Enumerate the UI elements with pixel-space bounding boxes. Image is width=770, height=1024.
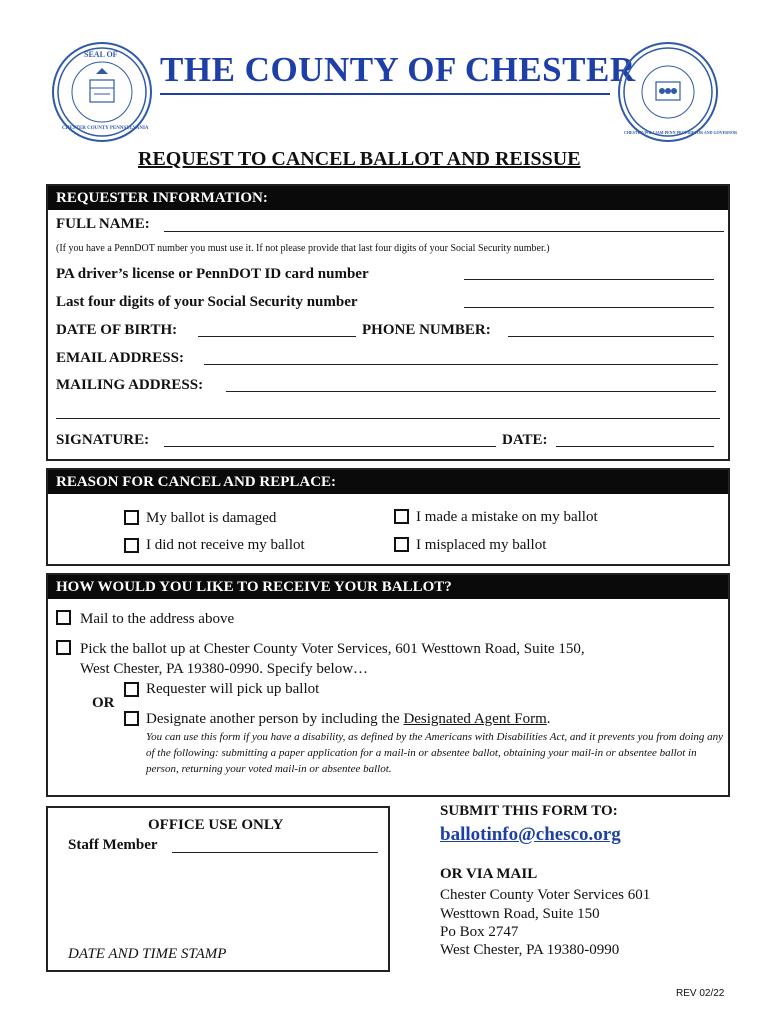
designate-prefix: Designate another person by including the: [146, 711, 404, 727]
receive-section: [46, 573, 730, 797]
phone-field[interactable]: [508, 336, 714, 337]
requester-section: [46, 184, 730, 461]
via-mail-heading: OR VIA MAIL: [440, 866, 538, 882]
office-use-box: [46, 806, 390, 972]
mail-address-line-1: Chester County Voter Services 601: [440, 887, 651, 903]
signature-label: SIGNATURE:: [56, 432, 150, 448]
full-name-field[interactable]: [164, 231, 724, 232]
county-seal-right: [618, 42, 738, 142]
pickup-label-line2: West Chester, PA 19380-0990. Specify below…: [80, 661, 369, 677]
seal-right-text: CHESTER-WILLIAM PENN PROPRIETOR AND GOVERNOR: [624, 130, 738, 135]
dob-label: DATE OF BIRTH:: [56, 322, 178, 338]
designated-agent-form-link[interactable]: Designated Agent Form: [403, 711, 547, 727]
disability-note: You can use this form if you have a disability, as defined by the Americans with Disabilities Act, and it prevents you from doing any of the following: submitting a paper application for a mail-in or absentee ballot, obtaining your mail-in or absentee ballot in person, returning your voted mail-in or absentee ballot.: [146, 731, 724, 775]
date-label: DATE:: [502, 432, 548, 448]
mail-address-line-2: Westtown Road, Suite 150: [440, 906, 600, 922]
email-field[interactable]: [204, 364, 718, 365]
mail-address-line-4: West Chester, PA 19380-0990: [440, 942, 620, 958]
mailing-address-label: MAILING ADDRESS:: [56, 377, 204, 393]
pickup-checkbox[interactable]: [56, 640, 71, 655]
reason-section: [46, 468, 730, 566]
title-underline: [160, 93, 610, 95]
penndot-label: PA driver’s license or PennDOT ID card number: [56, 266, 369, 282]
submit-heading: SUBMIT THIS FORM TO:: [440, 803, 618, 819]
or-label: OR: [92, 695, 115, 711]
mistake-label: I made a mistake on my ballot: [416, 509, 598, 525]
mail-label: Mail to the address above: [80, 611, 235, 627]
date-time-stamp-label: DATE AND TIME STAMP: [68, 946, 227, 962]
penndot-field[interactable]: [464, 279, 714, 280]
designate-label: [146, 711, 551, 728]
phone-label: PHONE NUMBER:: [362, 322, 491, 338]
mailing-address-field[interactable]: [226, 391, 716, 392]
form-title: REQUEST TO CANCEL BALLOT AND REISSUE: [138, 148, 581, 170]
designate-suffix: .: [546, 711, 551, 727]
ssn-label: Last four digits of your Social Security number: [56, 294, 358, 310]
misplaced-label: I misplaced my ballot: [416, 537, 547, 553]
mistake-checkbox[interactable]: [394, 509, 409, 524]
staff-member-label: Staff Member: [68, 837, 158, 853]
office-use-heading: OFFICE USE ONLY: [148, 817, 284, 833]
designate-checkbox[interactable]: [124, 711, 139, 726]
pickup-label-line1: Pick the ballot up at Chester County Voter Services, 601 Westtown Road, Suite 150,: [80, 641, 585, 657]
email-label: EMAIL ADDRESS:: [56, 350, 184, 366]
mail-checkbox[interactable]: [56, 610, 71, 625]
receive-section-heading: HOW WOULD YOU LIKE TO RECEIVE YOUR BALLOT?: [48, 575, 728, 599]
damaged-label: My ballot is damaged: [146, 510, 277, 526]
requester-pickup-checkbox[interactable]: [124, 682, 139, 697]
seal-left-bottom-text: CHESTER COUNTY PENNSYLVANIA: [62, 126, 149, 131]
county-seal-left: [52, 42, 152, 142]
reason-section-heading: REASON FOR CANCEL AND REPLACE:: [48, 470, 728, 494]
requester-pickup-label: Requester will pick up ballot: [146, 681, 320, 697]
requester-section-heading: REQUESTER INFORMATION:: [48, 186, 728, 210]
revision-label: REV 02/22: [676, 988, 725, 999]
seal-left-top-text: SEAL OF: [84, 50, 118, 59]
not-received-checkbox[interactable]: [124, 538, 139, 553]
mailing-address-field-2[interactable]: [56, 418, 720, 419]
ssn-field[interactable]: [464, 307, 714, 308]
full-name-label: FULL NAME:: [56, 216, 150, 232]
page-title: THE COUNTY OF CHESTER: [160, 50, 636, 89]
submit-email-link[interactable]: ballotinfo@chesco.org: [440, 824, 621, 845]
damaged-checkbox[interactable]: [124, 510, 139, 525]
misplaced-checkbox[interactable]: [394, 537, 409, 552]
mail-address-line-3: Po Box 2747: [440, 924, 519, 940]
date-field[interactable]: [556, 446, 714, 447]
id-requirement-note: (If you have a PennDOT number you must use it. If not please provide that last four digits of your Social Security number.): [56, 243, 550, 254]
signature-field[interactable]: [164, 446, 496, 447]
dob-field[interactable]: [198, 336, 356, 337]
staff-member-field[interactable]: [172, 852, 378, 853]
not-received-label: I did not receive my ballot: [146, 537, 305, 553]
